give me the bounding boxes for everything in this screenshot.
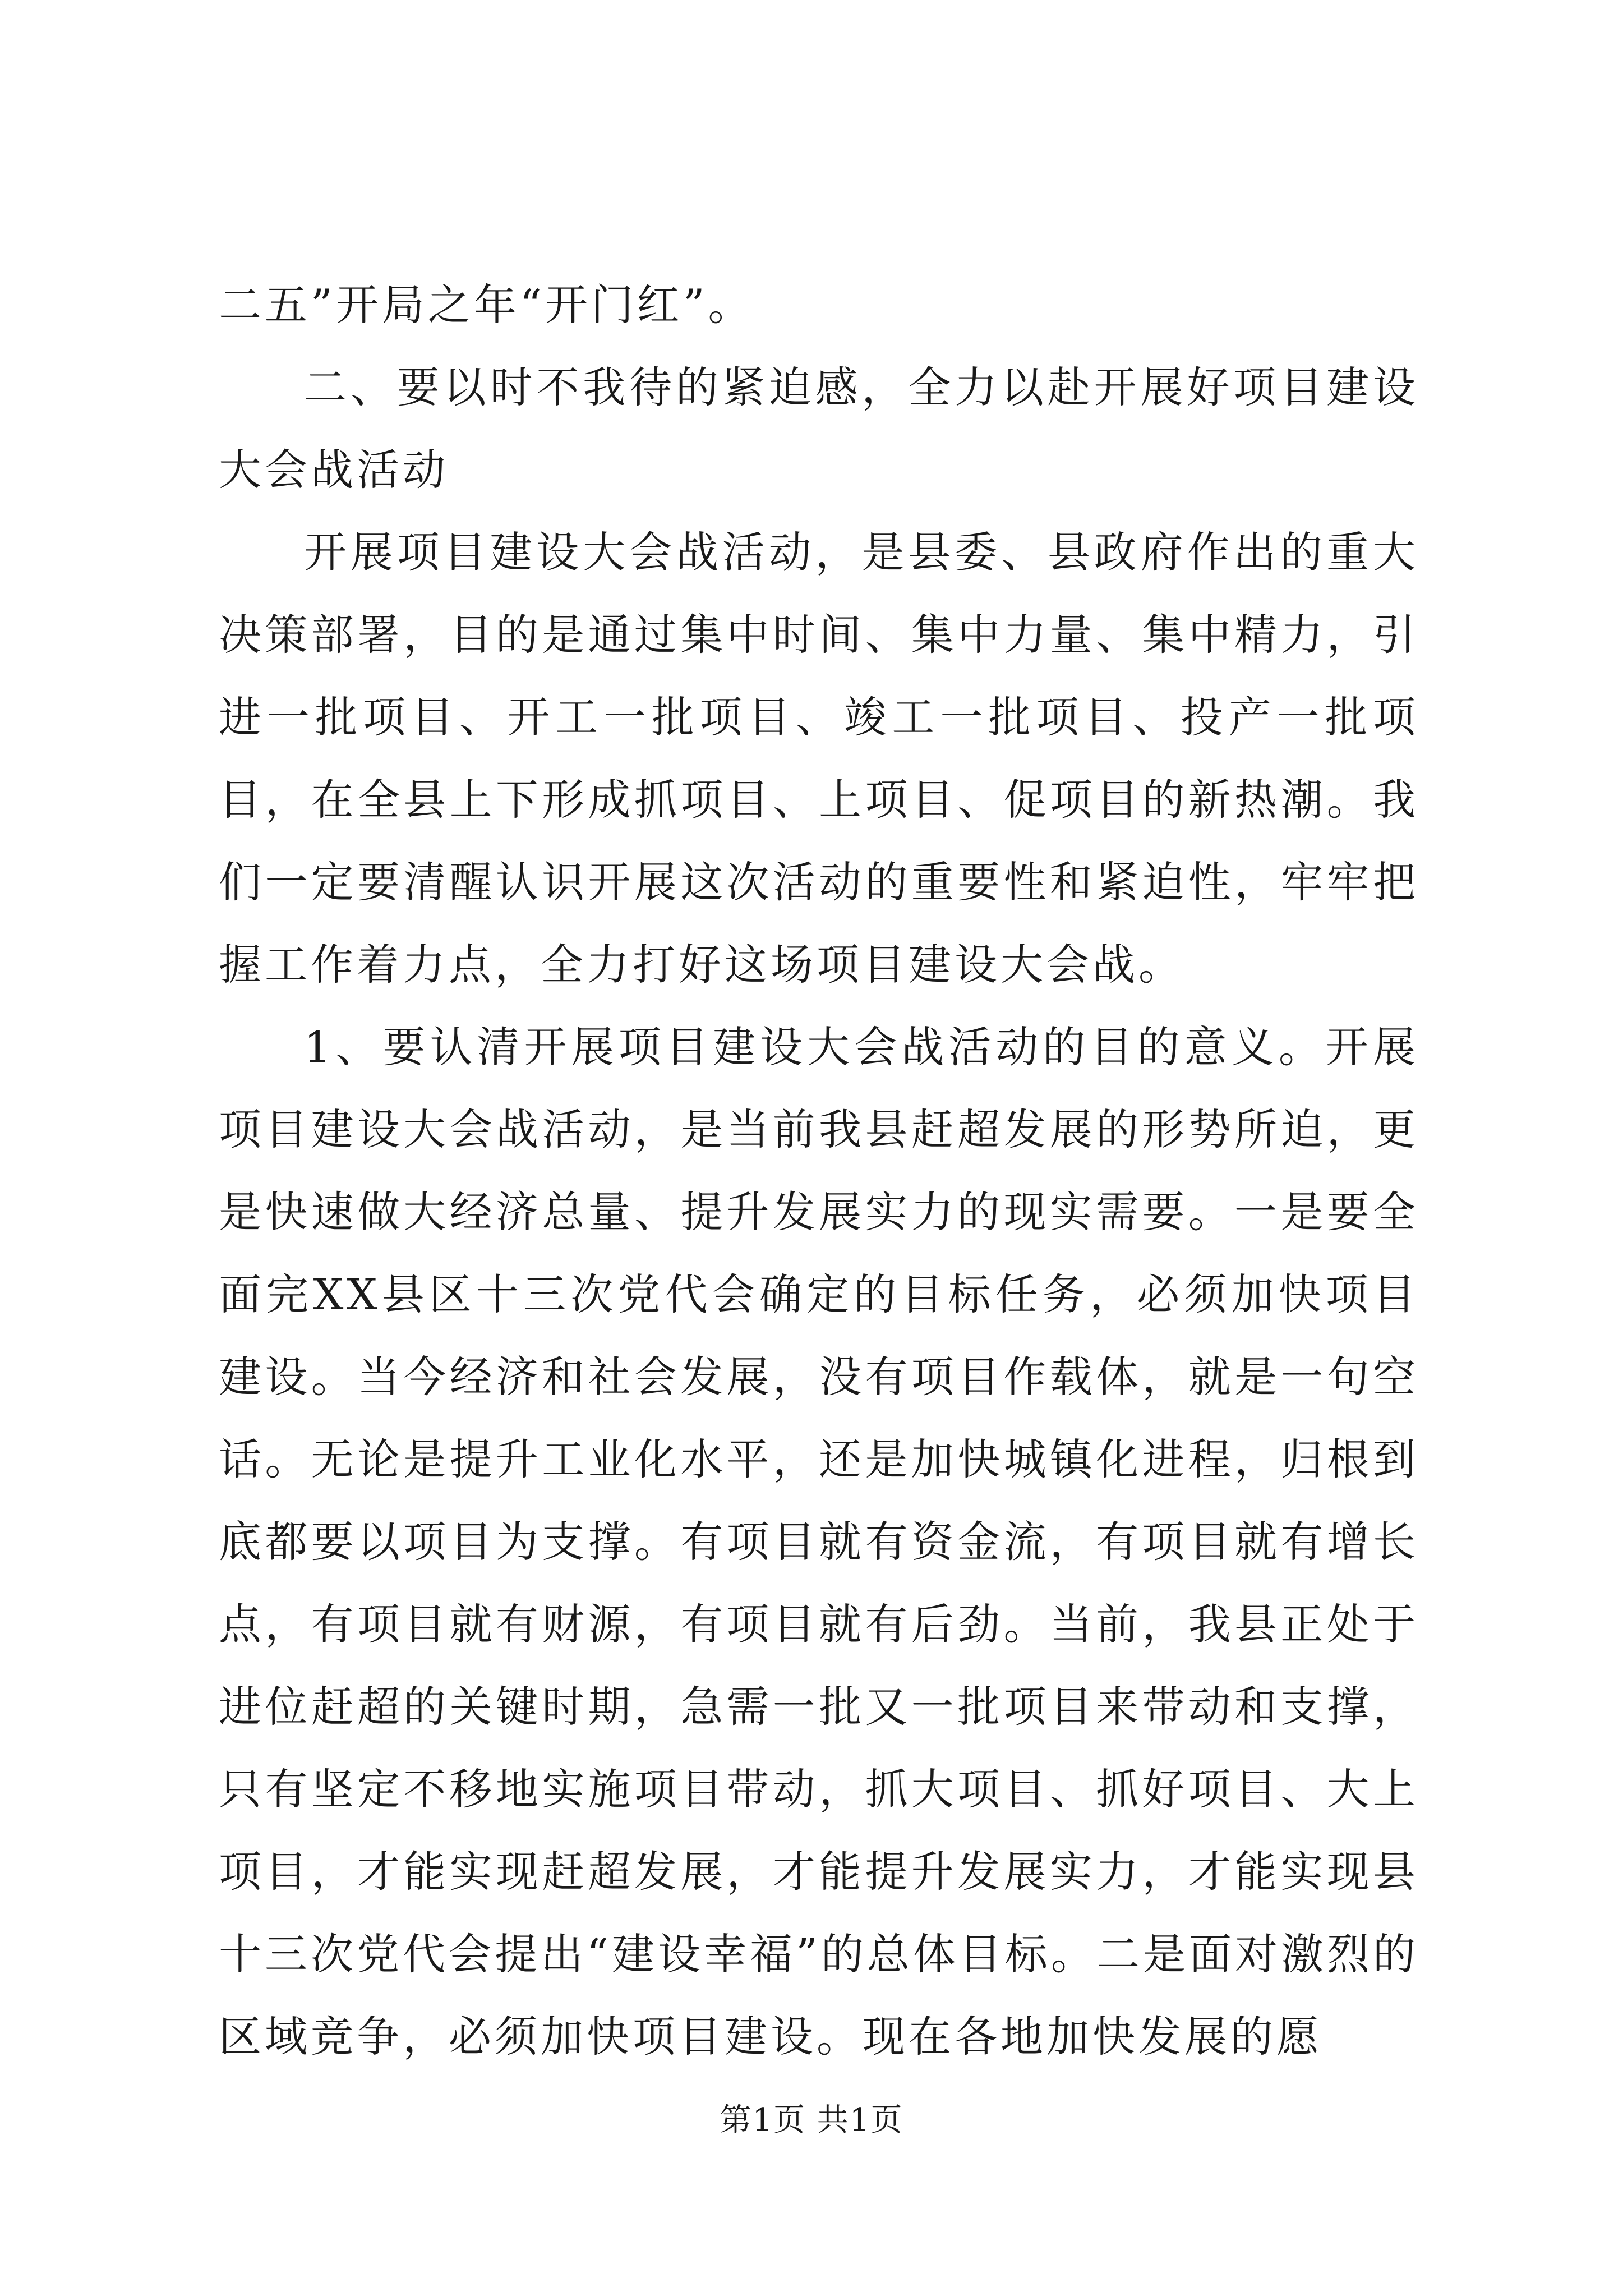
paragraph-continuation: 二五”开局之年“开门红”。 [219, 280, 754, 330]
paragraph-point-1: 1、要认清开展项目建设大会战活动的目的意义。开展项目建设大会战活动，是当前我县赶超发展的形势所迫，更是快速做大经济总量、提升发展实力的现实需要。一是要全面完XX县区十三次党代会确定的目标任务，必须加快项目建设。当今经济和社会发展，没有项目作载体，就是一句空话。无论是提升工业化水平，还是加快城镇化进程，归根到底都要以项目为支撑。有项目就有资金流，有项目就有增长点，有项目就有财源，有项目就有后劲。当前，我县正处于进位赶超的关键时期，急需一批又一批项目来带动和支撑，只有坚定不移地实施项目带动，抓大项目、抓好项目、大上项目，才能实现赶超发展，才能提升发展实力，才能实现县十三次党代会提出“建设幸福”的总体目标。二是面对激烈的区域竞争，必须加快项目建设。现在各地加快发展的愿 [219, 1022, 1419, 2062]
section-heading: 二、要以时不我待的紧迫感，全力以赴开展好项目建设大会战活动 [219, 362, 1419, 495]
document-body [219, 264, 1419, 2078]
page-footer: 第1页 共1页 [720, 2102, 903, 2138]
paragraph-intro: 开展项目建设大会战活动，是县委、县政府作出的重大决策部署，目的是通过集中时间、集中力量、集中精力，引进一批项目、开工一批项目、竣工一批项目、投产一批项目，在全县上下形成抓项目、上项目、促项目的新热潮。我们一定要清醒认识开展这次活动的重要性和紧迫性，牢牢把握工作着力点，全力打好这场项目建设大会战。 [219, 527, 1419, 990]
